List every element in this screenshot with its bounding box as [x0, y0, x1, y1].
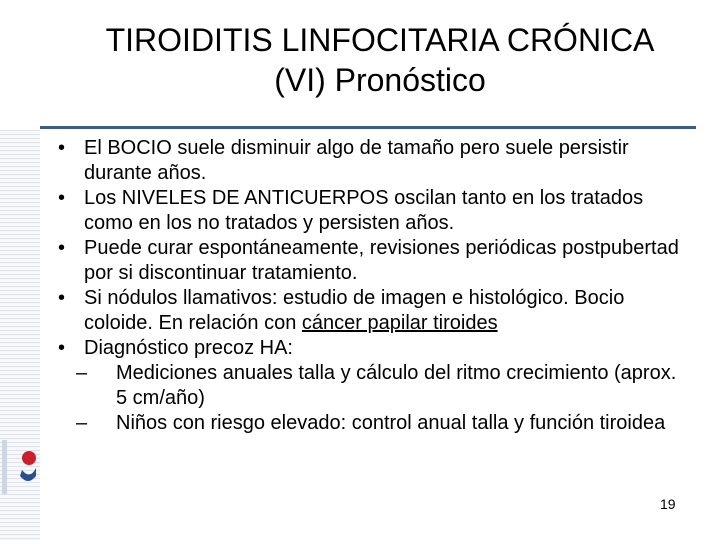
- dash-icon: –: [76, 412, 88, 434]
- bullet-item: [52, 236, 692, 286]
- underlined-term: cáncer papilar tiroides: [301, 312, 498, 334]
- title-divider: [40, 126, 696, 129]
- bullet-item: [52, 336, 692, 361]
- sub-bullet-item: [52, 361, 692, 411]
- bullet-item: [52, 186, 692, 236]
- sub-bullet-text: Niños con riesgo elevado: control anual talla y función tiroidea: [116, 412, 666, 434]
- bullet-icon: •: [58, 337, 66, 359]
- bullet-text: Si nódulos llamativos: estudio de imagen e histológico. Bocio coloide. En relación con: [84, 287, 625, 334]
- bullet-icon: •: [58, 187, 66, 209]
- dash-icon: –: [76, 362, 88, 384]
- bullet-list: [52, 136, 692, 436]
- bullet-icon: •: [58, 137, 66, 159]
- title-line-1: TIROIDITIS LINFOCITARIA CRÓNICA: [105, 22, 655, 58]
- title-line-2: (VI) Pronóstico: [274, 62, 486, 98]
- bullet-icon: •: [58, 287, 66, 309]
- sub-bullet-text: Mediciones anuales talla y cálculo del ritmo crecimiento (aprox. 5 cm/año): [116, 362, 677, 409]
- fapap-vertical-logo: [0, 10, 40, 120]
- bullet-item: [52, 286, 692, 336]
- sub-bullet-item: [52, 411, 692, 436]
- bullet-icon: •: [58, 237, 66, 259]
- bullet-text: El BOCIO suele disminuir algo de tamaño pero suele persistir durante años.: [84, 137, 629, 184]
- bullet-text: Diagnóstico precoz HA:: [84, 337, 293, 359]
- bullet-text: Los NIVELES DE ANTICUERPOS oscilan tanto en los tratados como en los no tratados y persisten años.: [84, 187, 644, 234]
- bullet-text: Puede curar espontáneamente, revisiones periódicas postpubertad por si discontinuar tratamiento.: [84, 237, 679, 284]
- slide-title: [40, 20, 720, 100]
- aepap-logo: [0, 436, 40, 540]
- sidebar: [0, 0, 40, 540]
- bullet-item: [52, 136, 692, 186]
- page-number: 19: [660, 496, 676, 512]
